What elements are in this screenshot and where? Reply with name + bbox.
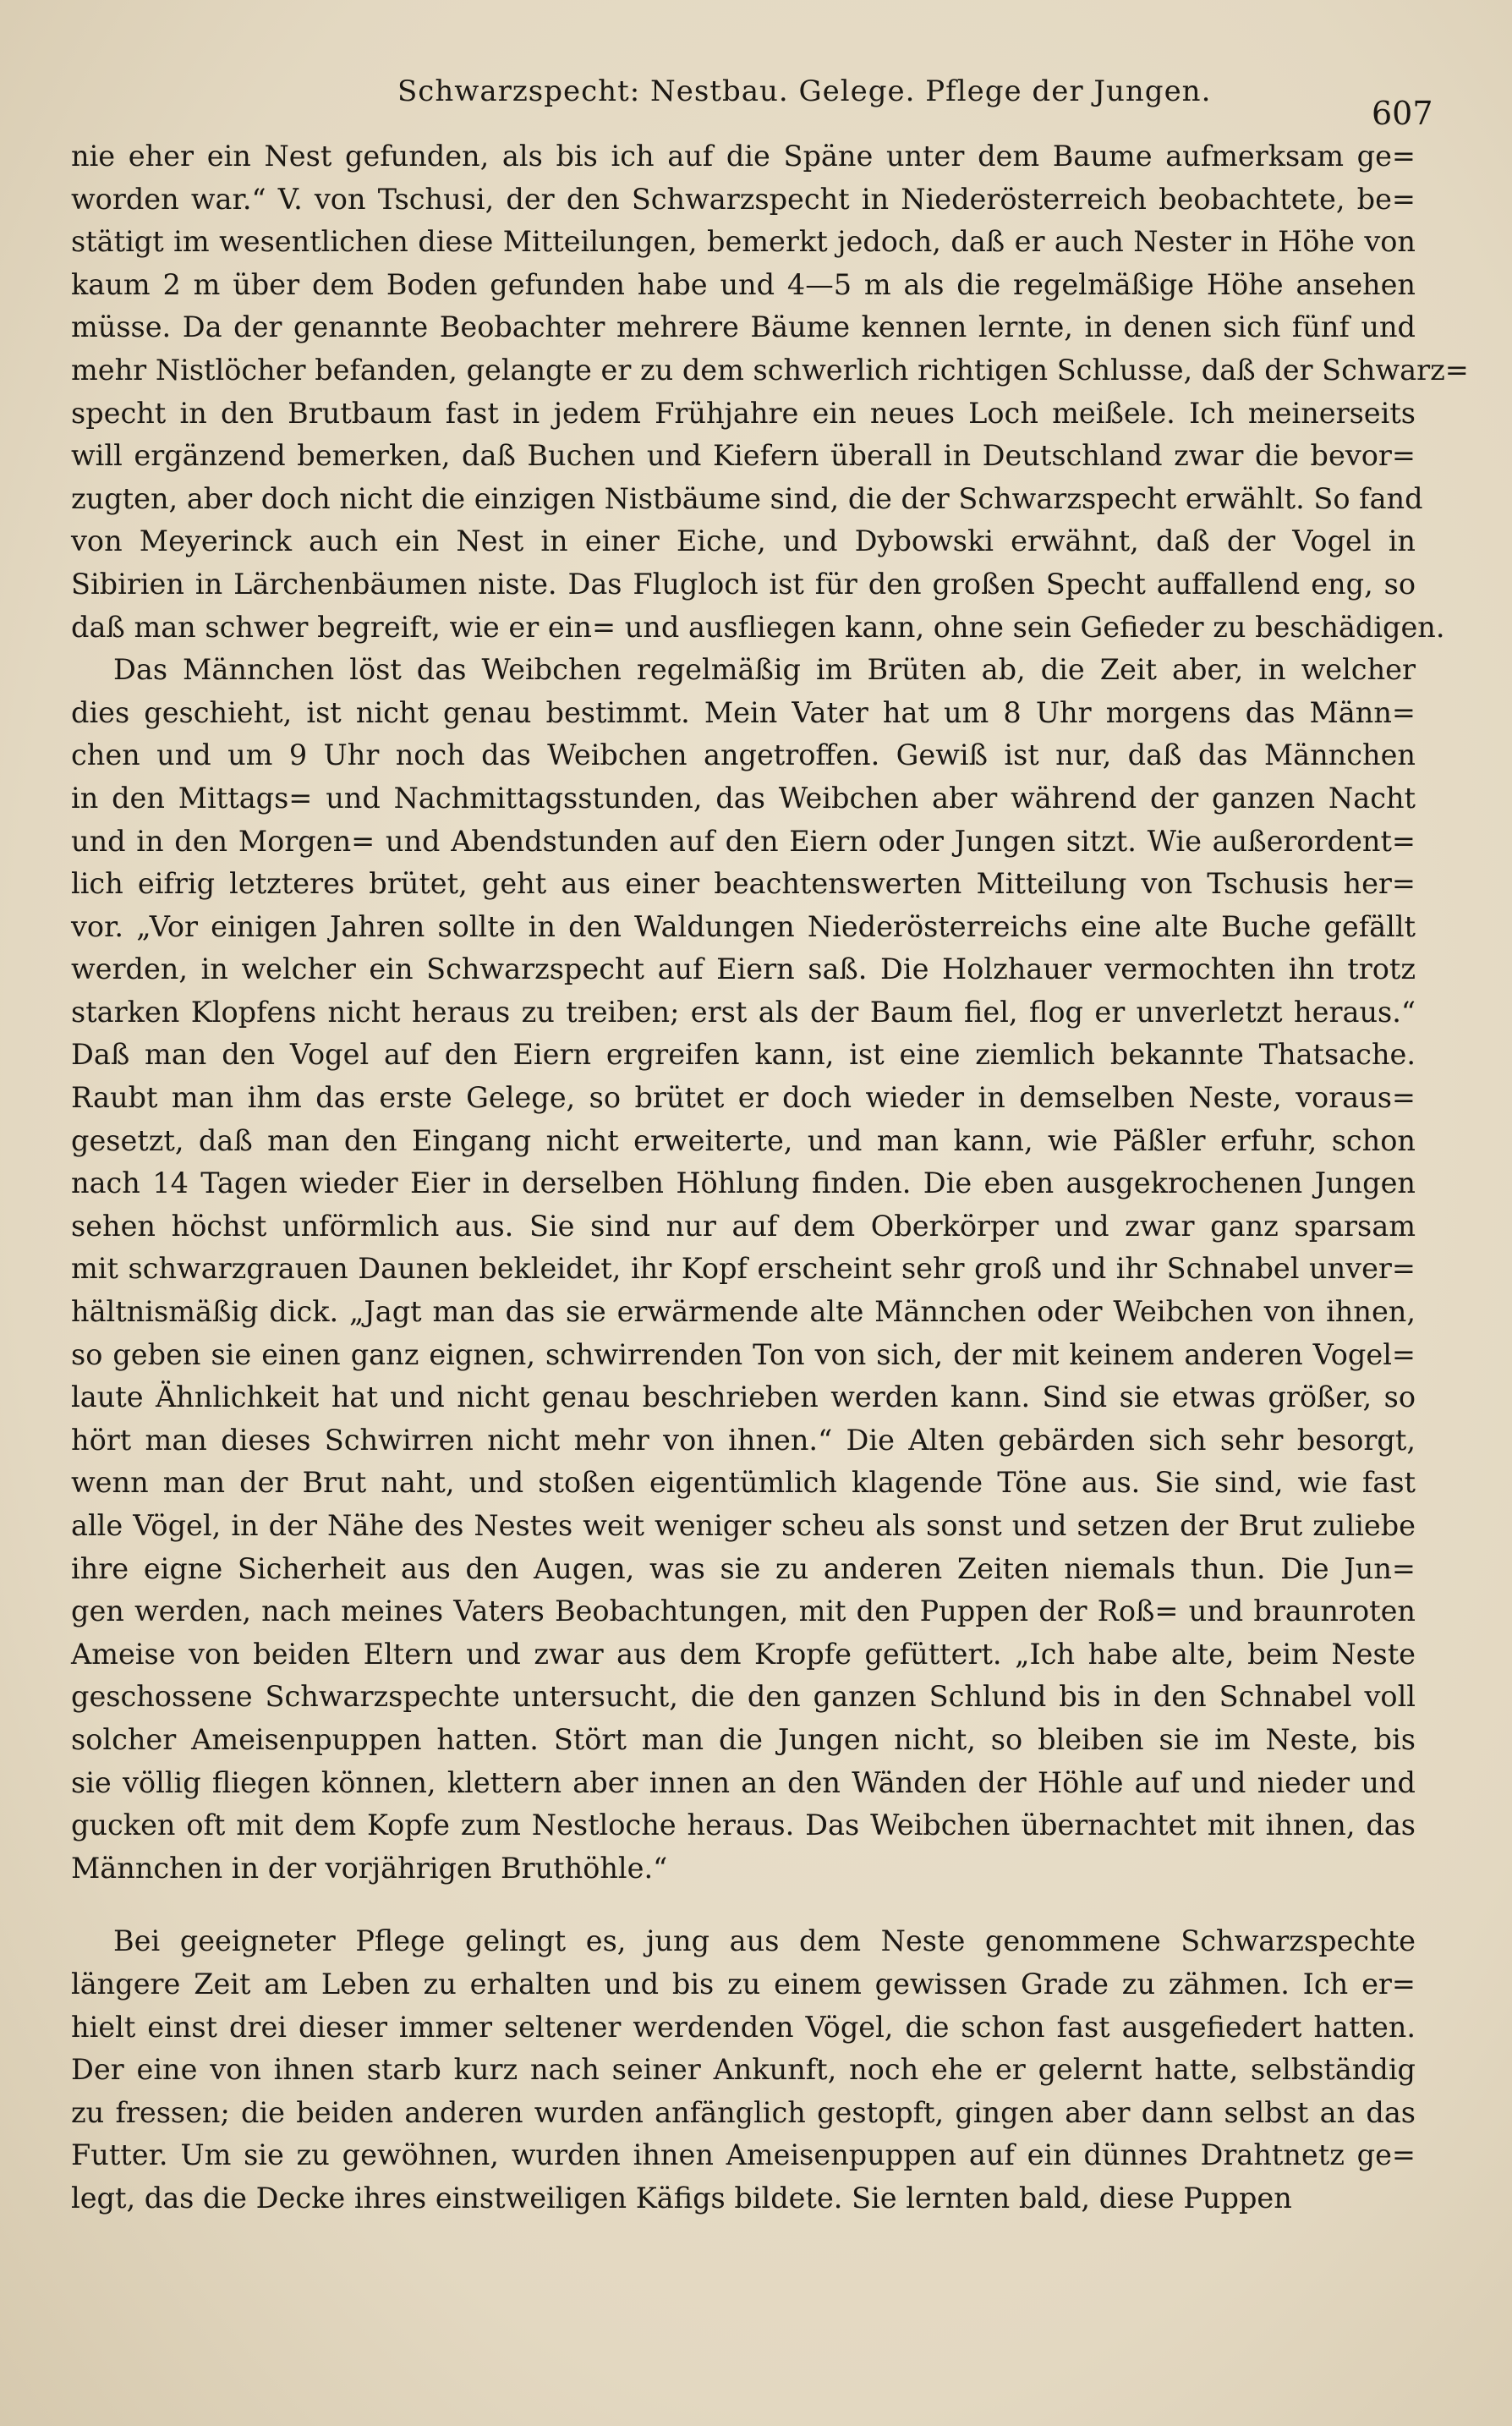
text-line: dies geschieht, ist nicht genau bestimmt. Mein Vater hat um 8 Uhr morgens das Männ= [71,695,1416,729]
text-line: gucken oft mit dem Kopfe zum Nestloche heraus. Das Weibchen übernachtet mit ihnen, das [71,1809,1416,1842]
text-line: hört man dieses Schwirren nicht mehr von ihnen.“ Die Alten gebärden sich sehr besorgt, [71,1423,1416,1457]
text-line: will ergänzend bemerken, daß Buchen und Kiefern überall in Deutschland zwar die bevor= [71,439,1416,473]
text-line: Das Männchen löst das Weibchen regelmäßig im Brüten ab, die Zeit aber, in welcher [113,653,1416,687]
text-line: sehen höchst unförmlich aus. Sie sind nur auf dem Oberkörper und zwar ganz sparsam [71,1209,1416,1243]
text-line: nach 14 Tagen wieder Eier in derselben Höhlung finden. Die eben ausgekrochenen Jungen [71,1166,1416,1200]
text-line: werden, in welcher ein Schwarzspecht auf Eiern saß. Die Holzhauer vermochten ihn trotz [71,952,1416,986]
text-line: solcher Ameisenpuppen hatten. Stört man die Jungen nicht, so bleiben sie im Neste, bis [71,1722,1416,1756]
text-line: längere Zeit am Leben zu erhalten und bis zu einem gewissen Grade zu zähmen. Ich er= [71,1967,1416,2001]
text-line: specht in den Brutbaum fast in jedem Frühjahre ein neues Loch meißele. Ich meinerseits [71,396,1416,430]
paragraph-2 [71,649,1416,1890]
text-line: zugten, aber doch nicht die einzigen Nistbäume sind, die der Schwarzspecht erwählt. So fand [71,481,1423,515]
text-line: Daß man den Vogel auf den Eiern ergreifen kann, ist eine ziemlich bekannte Thatsache. [71,1038,1416,1072]
text-line: Bei geeigneter Pflege gelingt es, jung aus dem Neste genommene Schwarzspechte [113,1924,1416,1958]
text-line: Sibirien in Lärchenbäumen niste. Das Flugloch ist für den großen Specht auffallend eng, so [71,567,1416,601]
paragraph-3 [71,1920,1416,2220]
text-line: Raubt man ihm das erste Gelege, so brütet er doch wieder in demselben Neste, voraus= [71,1081,1416,1115]
text-line: gen werden, nach meines Vaters Beobachtungen, mit den Puppen der Roß= und braunroten [71,1594,1416,1628]
text-line: sie völlig fliegen können, klettern aber innen an den Wänden der Höhle auf und nieder und [71,1765,1416,1799]
text-line: hielt einst drei dieser immer seltener werdenden Vögel, die schon fast ausgefiedert hatten. [71,2010,1416,2044]
text-line: ihre eigne Sicherheit aus den Augen, was sie zu anderen Zeiten niemals thun. Die Jun= [71,1551,1416,1585]
text-line: mit schwarzgrauen Daunen bekleidet, ihr Kopf erscheint sehr groß und ihr Schnabel unver= [71,1252,1416,1286]
text-line: chen und um 9 Uhr noch das Weibchen angetroffen. Gewiß ist nur, daß das Männchen [71,738,1416,772]
text-line: stätigt im wesentlichen diese Mitteilungen, bemerkt jedoch, daß er auch Nester in Höhe von [71,225,1416,259]
page-number: 607 [1372,95,1433,132]
text-line: zu fressen; die beiden anderen wurden anfänglich gestopft, gingen aber dann selbst an das [71,2095,1416,2129]
text-line: kaum 2 m über dem Boden gefunden habe und 4—5 m als die regelmäßige Höhe ansehen [71,267,1416,301]
text-line: von Meyerinck auch ein Nest in einer Eiche, und Dybowski erwähnt, daß der Vogel in [71,524,1416,558]
text-line: worden war.“ V. von Tschusi, der den Schwarzspecht in Niederösterreich beobachtete, be= [71,182,1416,216]
text-line: laute Ähnlichkeit hat und nicht genau beschrieben werden kann. Sind sie etwas größer, so [71,1380,1416,1414]
paragraph-gap [71,1890,1416,1920]
text-line: hältnismäßig dick. „Jagt man das sie erwärmende alte Männchen oder Weibchen von ihnen, [71,1295,1416,1329]
text-line: nie eher ein Nest gefunden, als bis ich auf die Späne unter dem Baume aufmerksam ge= [71,140,1416,173]
text-line: gesetzt, daß man den Eingang nicht erweiterte, und man kann, wie Päßler erfuhr, schon [71,1123,1416,1157]
text-line: so geben sie einen ganz eignen, schwirrenden Ton von sich, der mit keinem anderen Vogel= [71,1337,1416,1371]
text-line: daß man schwer begreift, wie er ein= und ausfliegen kann, ohne sein Gefieder zu beschädigen. [71,610,1445,644]
paragraph-1 [71,135,1469,649]
text-line: Männchen in der vorjährigen Bruthöhle.“ [71,1851,668,1885]
text-line: Ameise von beiden Eltern und zwar aus dem Kropfe gefüttert. „Ich habe alte, beim Neste [71,1637,1416,1671]
text-line: und in den Morgen= und Abendstunden auf den Eiern oder Jungen sitzt. Wie außerordent= [71,824,1416,858]
running-head: Schwarzspecht: Nestbau. Gelege. Pflege der Jungen. [397,74,1212,108]
text-line: in den Mittags= und Nachmittagsstunden, das Weibchen aber während der ganzen Nacht [71,781,1416,815]
text-line: Der eine von ihnen starb kurz nach seiner Ankunft, noch ehe er gelernt hatte, selbständig [71,2053,1416,2087]
text-line: alle Vögel, in der Nähe des Nestes weit weniger scheu als sonst und setzen der Brut zuliebe [71,1509,1416,1542]
text-line: geschossene Schwarzspechte untersucht, die den ganzen Schlund bis in den Schnabel voll [71,1680,1416,1714]
text-line: müsse. Da der genannte Beobachter mehrere Bäume kennen lernte, in denen sich fünf und [71,310,1416,344]
text-line: vor. „Vor einigen Jahren sollte in den Waldungen Niederösterreichs eine alte Buche gefällt [71,909,1416,943]
text-line: starken Klopfens nicht heraus zu treiben; erst als der Baum fiel, flog er unverletzt heraus.“ [71,995,1416,1029]
text-line: legt, das die Decke ihres einstweiligen Käfigs bildete. Sie lernten bald, diese Puppen [71,2181,1292,2215]
body-text [71,135,1469,2220]
text-line: lich eifrig letzteres brütet, geht aus einer beachtenswerten Mitteilung von Tschusis her= [71,867,1416,901]
text-line: Futter. Um sie zu gewöhnen, wurden ihnen Ameisenpuppen auf ein dünnes Drahtnetz ge= [71,2138,1416,2172]
text-line: wenn man der Brut naht, und stoßen eigentümlich klagende Töne aus. Sie sind, wie fast [71,1466,1416,1500]
text-line: mehr Nistlöcher befanden, gelangte er zu dem schwerlich richtigen Schlusse, daß der Schwarz= [71,353,1469,387]
